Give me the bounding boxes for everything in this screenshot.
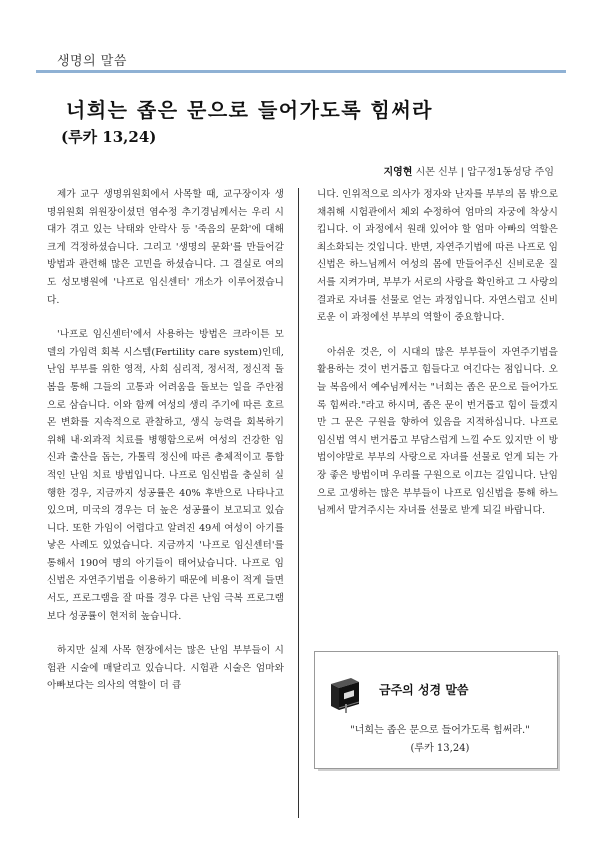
verse-text xyxy=(333,722,547,758)
article-title: 너희는 좁은 문으로 들어가도록 힘써라 xyxy=(66,98,433,122)
paragraph: 아쉬운 것은, 이 시대의 많은 부부들이 자연주기법을 활용하는 것이 번거롭고 힘들다고 여긴다는 점입니다. 오늘 복음에서 예수님께서는 "너희는 좁은 문으로 들어가도록 힘써라."라고 하시며, 좁은 문이 번거롭고 힘이 들겠지만 그 문은 구원을 향하여 있음을 지적하십니다. 나프로 임신법 역시 번거롭고 부담스럽게 느낄 수도 있지만 이 방법이야말로 부부의 사랑으로 자녀를 선물로 얻게 되는 가장 좋은 방법이며 우리를 구원으로 이끄는 길입니다. 난임으로 고생하는 많은 부부들이 나프로 임신법을 통해 하느님께서 맡겨주시는 자녀를 선물로 받게 되길 바랍니다. xyxy=(317,346,558,517)
weekly-verse-box xyxy=(314,651,558,769)
paragraph: 하지만 실제 사목 현장에서는 많은 난임 부부들이 시험관 시술에 매달리고 있습니다. 시험관 시술은 엄마와 아빠보다는 의사의 역할이 더 큽 xyxy=(47,645,284,692)
section-title: 생명의 말씀 xyxy=(57,54,127,69)
paragraph: 니다. 인위적으로 의사가 정자와 난자를 부부의 몸 밖으로 채취해 시험관에서 체외 수정하여 엄마의 자궁에 착상시킵니다. 이 과정에서 원래 있어야 할 엄마 아빠의 역할은 최소화되는 것입니다. 반면, 자연주기법에 따른 나프로 임신법은 하느님께서 여성의 몸에 만들어주신 신비로운 질서를 지켜가며, 부부가 서로의 사랑을 확인하고 그 사랑의 결과로 자녀를 선물로 얻는 과정입니다. 자연스럽고 신비로운 이 과정에선 부부의 역할이 중요합니다. xyxy=(317,189,558,324)
paragraph: 제가 교구 생명위원회에서 사목할 때, 교구장이자 생명위원회 위원장이셨던 염수정 추기경님께서는 우리 시대가 겪고 있는 낙태와 안락사 등 '죽음의 문화'에 대해 크게 걱정하셨습니다. 그리고 '생명의 문화'를 만들어갈 방법과 관련해 많은 고민을 하셨습니다. 그 결실로 여의도 성모병원에 '나프로 임신센터' 개소가 이루어졌습니다. xyxy=(47,189,284,306)
verse-quote: "너희는 좁은 문으로 들어가도록 힘써라." xyxy=(350,725,530,736)
header-rule xyxy=(36,70,566,73)
paragraph: '나프로 임신센터'에서 사용하는 방법은 크라이튼 모델의 가임력 회복 시스템(Fertility care system)인데, 난임 부부를 위한 영적, 사회 심리적, 정서적, 정신적 돌봄을 통해 그들의 고통과 어려움을 돌보는 일을 주안점으로 삼습니다. 이와 함께 여성의 생리 주기에 따른 호르몬 변화를 지속적으로 관찰하고, 생식 능력을 회복하기 위해 내·외과적 치료를 병행함으로써 여성의 건강한 임신과 출산을 돕는, 가톨릭 정신에 따른 총체적이고 통합적인 난임 치료 방법입니다. 나프로 임신법을 충실히 실행한 경우, 지금까지 성공률은 40% 후반으로 나타나고 있으며, 미국의 경우는 더 높은 성공률이 보고되고 있습니다. 또한 가임이 어렵다고 알려진 49세 여성이 아기를 낳은 사례도 있었습니다. 지금까지 '나프로 임신센터'를 통해서 190여 명의 아기들이 태어났습니다. 나프로 임신법은 자연주기법을 이용하기 때문에 비용이 적게 들면서도, 프로그램을 잘 따를 경우 다른 난임 극복 프로그램보다 성공률이 현저히 높습니다. xyxy=(47,329,284,622)
left-column xyxy=(47,186,284,712)
verse-box-title: 금주의 성경 말씀 xyxy=(379,683,469,697)
author-name: 지영현 xyxy=(383,167,413,178)
byline xyxy=(383,163,554,178)
author-role: 시몬 신부 | 압구정1동성당 주임 xyxy=(415,167,554,178)
verse-reference: (루카 13,24) xyxy=(410,743,470,754)
article-reference: (루카 13,24) xyxy=(61,128,157,146)
bible-book-icon xyxy=(325,674,365,714)
right-column xyxy=(317,186,558,537)
column-divider xyxy=(298,188,299,818)
